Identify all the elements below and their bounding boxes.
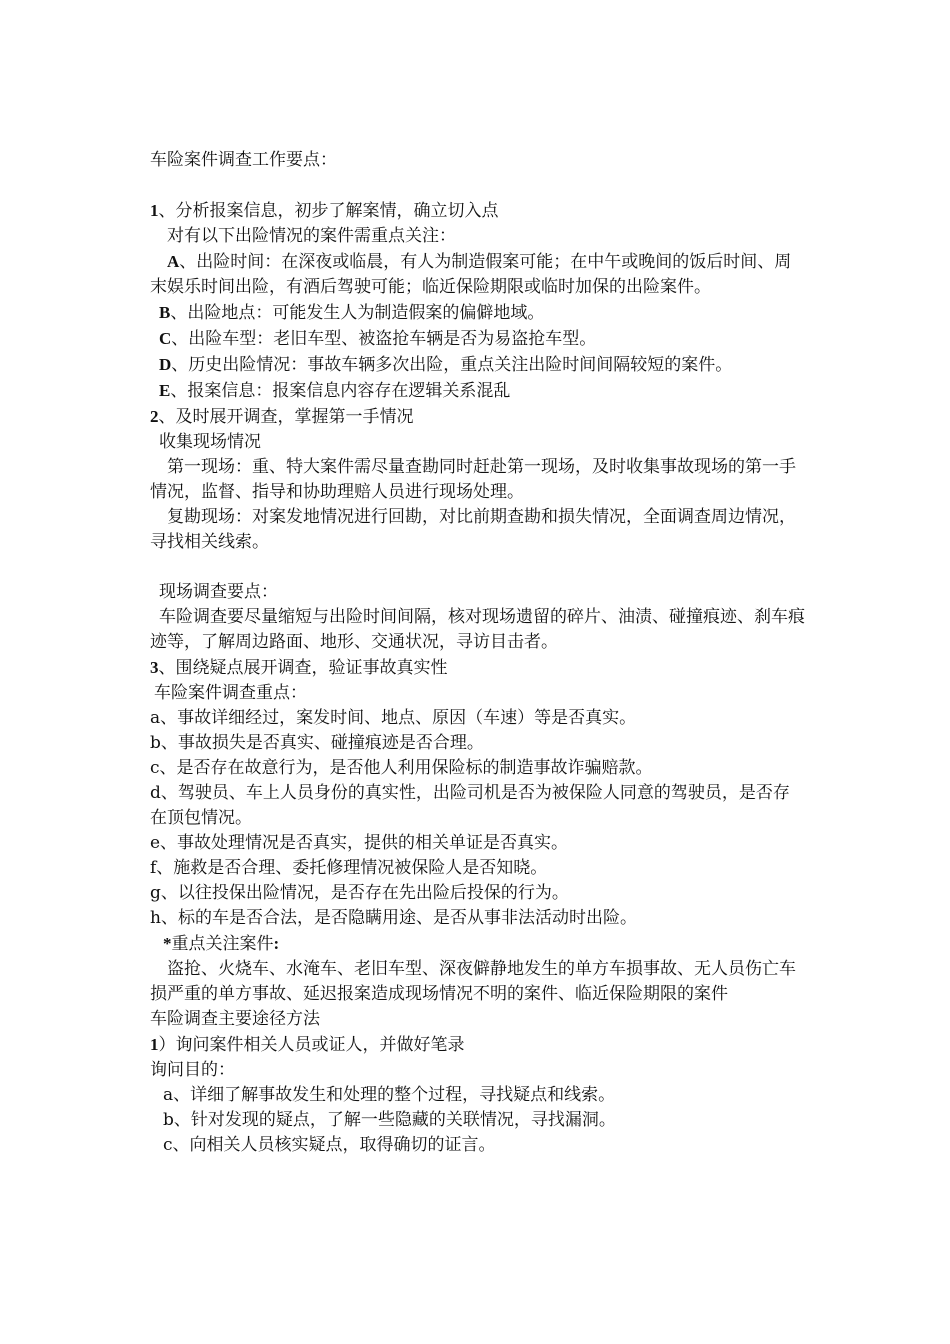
focus-item-e: e、事故处理情况是否真实，提供的相关单证是否真实。 <box>150 833 569 853</box>
methods-title: 车险调查主要途径方法 <box>150 1009 320 1029</box>
focus-item-f: f、施救是否合理、委托修理情况被保险人是否知晓。 <box>150 858 548 878</box>
section-1-heading <box>150 198 805 224</box>
item-E-key: E <box>159 381 171 400</box>
site-points-title: 现场调查要点： <box>159 582 278 602</box>
doc-title: 车险案件调查工作要点： <box>150 150 337 170</box>
item-E-text: 、报案信息：报案信息内容存在逻辑关系混乱 <box>170 381 511 401</box>
focus-item-b: b、事故损失是否真实、碰撞痕迹是否合理。 <box>150 733 484 753</box>
focus-item-d: d、驾驶员、车上人员身份的真实性，出险司机是否为被保险人同意的驾驶员，是否存在顶包情况。 <box>150 783 790 828</box>
blank-line <box>150 173 805 198</box>
section-3-heading-text: 、围绕疑点展开调查，验证事故真实性 <box>158 658 448 678</box>
section-1-heading-text: 、分析报案信息，初步了解案情，确立切入点 <box>158 201 499 221</box>
item-B-text: 、出险地点：可能发生人为制造假案的偏僻地域。 <box>170 303 545 323</box>
focus-title: 车险案件调查重点： <box>154 683 307 703</box>
section-2-number: 2 <box>150 407 159 426</box>
focus-item-g: g、以往投保出险情况，是否存在先出险后投保的行为。 <box>150 883 569 903</box>
key-cases-paragraph: 盗抢、火烧车、水淹车、老旧车型、深夜僻静地发生的单方车损事故、无人员伤亡车损严重的单方事故、延迟报案造成现场情况不明的案件、临近保险期限的案件 <box>150 959 796 1004</box>
section-2-heading-text: 、及时展开调查，掌握第一手情况 <box>158 407 414 427</box>
section-3-number: 3 <box>150 658 159 677</box>
item-D-text: 、历史出险情况：事故车辆多次出险，重点关注出险时间间隔较短的案件。 <box>171 355 733 375</box>
blank-line <box>150 555 805 580</box>
key-cases-label: 重点关注案件 <box>171 934 274 954</box>
collect-scene: 收集现场情况 <box>159 432 261 452</box>
first-scene-paragraph: 第一现场：重、特大案件需尽量查勘同时赶赴第一现场，及时收集事故现场的第一手情况，监督、指导和协助理赔人员进行现场处理。 <box>150 457 796 502</box>
section-1-number: 1 <box>150 201 159 220</box>
item-C-key: C <box>159 329 172 348</box>
item-D-key: D <box>159 355 172 374</box>
site-points-paragraph: 车险调查要尽量缩短与出险时间间隔，核对现场遗留的碎片、油渍、碰撞痕迹、刹车痕迹等，了解周边路面、地形、交通状况，寻访目击者。 <box>150 607 805 652</box>
section-3-heading <box>150 655 805 681</box>
focus-item-c: c、是否存在故意行为，是否他人利用保险标的制造事故诈骗赔款。 <box>150 758 653 778</box>
item-B <box>150 300 805 326</box>
item-A-text: 、出险时间：在深夜或临晨，有人为制造假案可能；在中午或晚间的饭后时间、周末娱乐时间出险，有酒后驾驶可能；临近保险期限或临时加保的出险案件。 <box>150 252 792 297</box>
methods-1-number: 1 <box>150 1035 159 1054</box>
key-cases-title <box>150 931 805 957</box>
item-D <box>150 352 805 378</box>
focus-item-h: h、标的车是否合法，是否隐瞒用途、是否从事非法活动时出险。 <box>150 908 637 928</box>
item-E <box>150 378 805 404</box>
focus-item-a: a、事故详细经过，案发时间、地点、原因（车速）等是否真实。 <box>150 708 637 728</box>
section-2-heading <box>150 404 805 430</box>
purpose-item-b: b、针对发现的疑点，了解一些隐藏的关联情况，寻找漏洞。 <box>163 1110 616 1130</box>
document-page <box>150 148 805 1158</box>
recheck-paragraph: 复勘现场：对案发地情况进行回勘，对比前期查勘和损失情况，全面调查周边情况，寻找相关线索。 <box>150 507 796 552</box>
inquiry-purpose: 询问目的： <box>150 1060 235 1080</box>
item-B-key: B <box>159 303 171 322</box>
key-cases-star: * <box>163 934 172 953</box>
section-1-intro: 对有以下出险情况的案件需重点关注： <box>167 226 456 246</box>
item-C-text: 、出险车型：老旧车型、被盗抢车辆是否为易盗抢车型。 <box>171 329 597 349</box>
key-cases-colon: : <box>273 934 280 953</box>
methods-1-heading <box>150 1032 805 1058</box>
item-C <box>150 326 805 352</box>
purpose-item-c: c、向相关人员核实疑点，取得确切的证言。 <box>163 1135 496 1155</box>
purpose-item-a: a、详细了解事故发生和处理的整个过程，寻找疑点和线索。 <box>163 1085 616 1105</box>
methods-1-heading-text: ）询问案件相关人员或证人，并做好笔录 <box>158 1035 465 1055</box>
item-A-key: A <box>167 252 180 271</box>
item-A <box>150 249 805 300</box>
